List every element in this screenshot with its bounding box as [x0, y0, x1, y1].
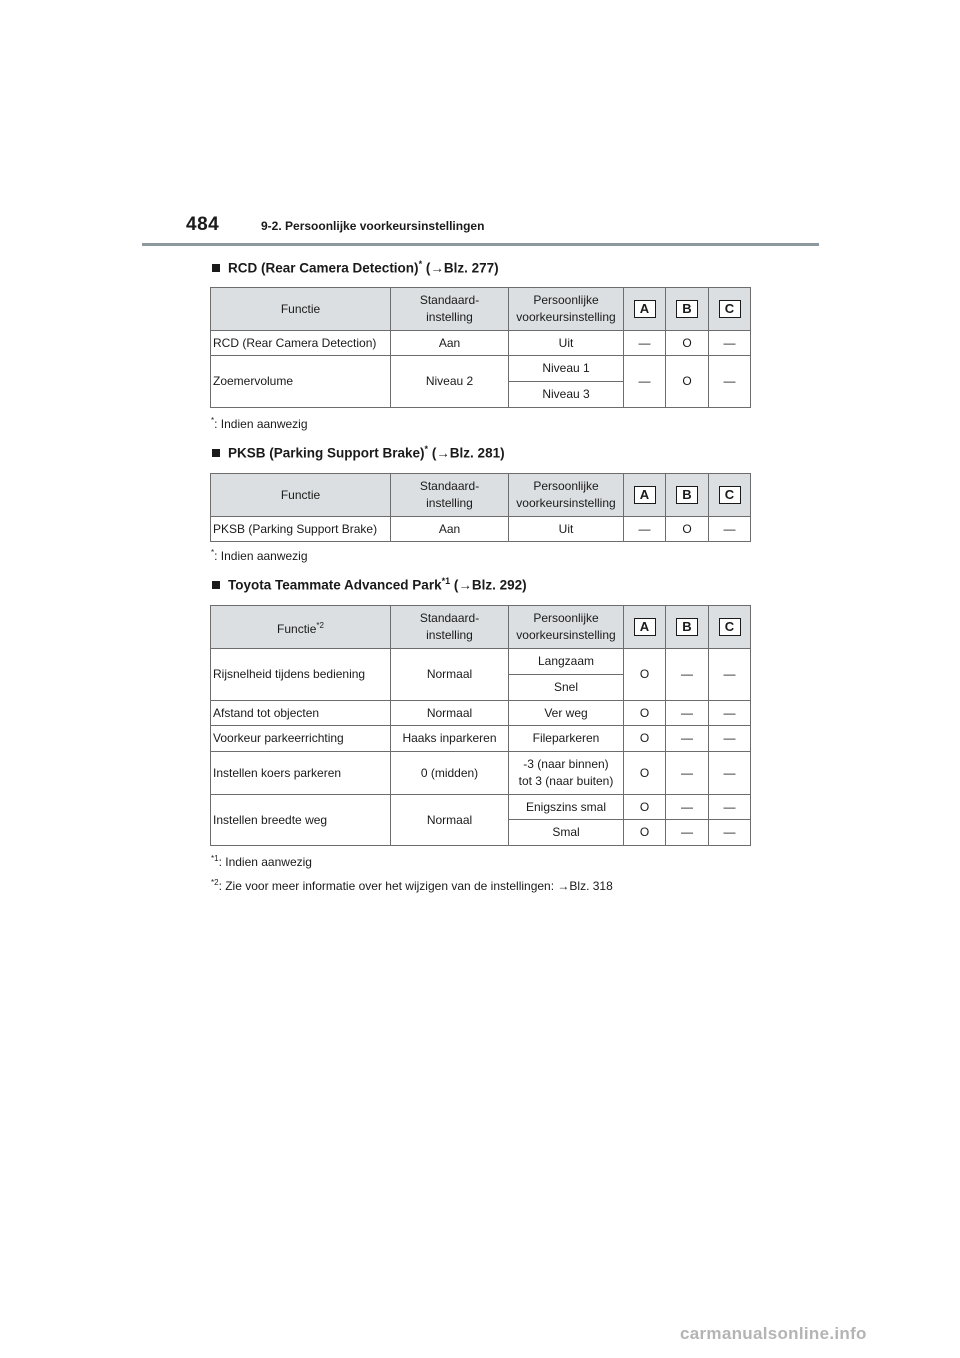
cell-b: O [666, 331, 709, 356]
cell-b: — [666, 820, 709, 846]
col-header-b [666, 474, 709, 517]
cell-functie: Zoemervolume [211, 356, 391, 408]
pksb-table [210, 473, 751, 542]
page-reference: (→Blz. 292) [450, 577, 527, 593]
cell-functie: RCD (Rear Camera Detection) [211, 331, 391, 356]
cell-functie: Voorkeur parkeerrichting [211, 726, 391, 752]
letter-a-icon: A [634, 486, 656, 504]
section-title-rcd [212, 259, 499, 276]
page-number: 484 [186, 214, 220, 235]
table-header-row [211, 288, 751, 331]
cell-persoonlijk: Niveau 1 [509, 356, 624, 382]
cell-c: — [709, 726, 751, 752]
letter-b-icon: B [676, 300, 698, 318]
cell-b: O [666, 517, 709, 542]
letter-b-icon: B [676, 618, 698, 636]
cell-functie: Instellen breedte weg [211, 795, 391, 846]
footnote-marker: * [424, 444, 429, 454]
cell-standaard: 0 (midden) [391, 752, 509, 795]
table-row [211, 356, 751, 382]
col-header-a [624, 606, 666, 649]
footnote [211, 854, 312, 869]
cell-c: — [709, 701, 751, 726]
square-bullet-icon [212, 581, 220, 589]
footnote-marker: *2 [316, 620, 324, 630]
cell-persoonlijk: Uit [509, 331, 624, 356]
col-header-a [624, 288, 666, 331]
letter-b-icon: B [676, 486, 698, 504]
table-header-row [211, 606, 751, 649]
toyota-table [210, 605, 751, 846]
footnote-text: : Indien aanwezig [214, 417, 308, 431]
table-row [211, 795, 751, 820]
table-row [211, 649, 751, 675]
cell-b: — [666, 649, 709, 701]
cell-b: — [666, 795, 709, 820]
table-row [211, 331, 751, 356]
cell-c: — [709, 795, 751, 820]
square-bullet-icon [212, 264, 220, 272]
col-header-b [666, 288, 709, 331]
section-title-pksb [212, 444, 505, 461]
section-title-text: RCD (Rear Camera Detection) [228, 260, 419, 276]
col-header-functie: Functie [211, 474, 391, 517]
cell-persoonlijk: Enigszins smal [509, 795, 624, 820]
footnote [211, 416, 308, 431]
letter-a-icon: A [634, 618, 656, 636]
cell-standaard: Niveau 2 [391, 356, 509, 408]
letter-a-icon: A [634, 300, 656, 318]
cell-c: — [709, 649, 751, 701]
cell-b: — [666, 726, 709, 752]
cell-persoonlijk: Snel [509, 675, 624, 701]
footnote-text: : Indien aanwezig [218, 855, 312, 869]
cell-persoonlijk: Smal [509, 820, 624, 846]
cell-a: O [624, 726, 666, 752]
running-header: 9-2. Persoonlijke voorkeursinstellingen [261, 219, 485, 233]
col-header-standaard: Standaard- instelling [391, 288, 509, 331]
cell-a: — [624, 517, 666, 542]
col-header-functie: Functie [211, 288, 391, 331]
footnote [211, 548, 308, 563]
cell-a: — [624, 356, 666, 408]
footnote-marker: * [418, 259, 423, 269]
col-header-standaard: Standaard- instelling [391, 474, 509, 517]
letter-c-icon: C [719, 486, 741, 504]
footnote-marker: * [211, 548, 215, 557]
cell-a: O [624, 701, 666, 726]
cell-persoonlijk: -3 (naar binnen) tot 3 (naar buiten) [509, 752, 624, 795]
cell-b: O [666, 356, 709, 408]
cell-standaard: Normaal [391, 795, 509, 846]
section-title-toyota [212, 576, 527, 593]
footnote [211, 878, 613, 893]
watermark: carmanualsonline.info [680, 1324, 867, 1343]
table-row [211, 726, 751, 752]
table-row [211, 517, 751, 542]
cell-functie: Afstand tot objecten [211, 701, 391, 726]
cell-functie: Instellen koers parkeren [211, 752, 391, 795]
footnote-text: : Indien aanwezig [214, 549, 308, 563]
cell-a: O [624, 752, 666, 795]
section-title-text: PKSB (Parking Support Brake) [228, 445, 425, 461]
cell-persoonlijk: Fileparkeren [509, 726, 624, 752]
cell-c: — [709, 752, 751, 795]
cell-c: — [709, 517, 751, 542]
col-header-functie: Functie$^{*2}$ [211, 606, 391, 649]
cell-persoonlijk: Langzaam [509, 649, 624, 675]
cell-standaard: Normaal [391, 701, 509, 726]
cell-a: O [624, 795, 666, 820]
section-title-text: Toyota Teammate Advanced Park [228, 577, 442, 593]
cell-persoonlijk: Ver weg [509, 701, 624, 726]
cell-a: O [624, 649, 666, 701]
footnote-marker: *1 [211, 854, 219, 863]
table-header-row [211, 474, 751, 517]
col-header-c [709, 474, 751, 517]
cell-persoonlijk: Niveau 3 [509, 382, 624, 408]
cell-c: — [709, 356, 751, 408]
cell-standaard: Aan [391, 331, 509, 356]
cell-c: — [709, 331, 751, 356]
footnote-marker: *1 [441, 576, 451, 586]
square-bullet-icon [212, 449, 220, 457]
col-header-c [709, 606, 751, 649]
col-header-persoonlijk: Persoonlijke voorkeursinstelling [509, 474, 624, 517]
cell-standaard: Haaks inparkeren [391, 726, 509, 752]
col-header-b [666, 606, 709, 649]
col-header-c [709, 288, 751, 331]
table-row [211, 701, 751, 726]
letter-c-icon: C [719, 300, 741, 318]
cell-standaard: Aan [391, 517, 509, 542]
cell-c: — [709, 820, 751, 846]
page-reference: (→Blz. 281) [428, 445, 505, 461]
col-header-a [624, 474, 666, 517]
cell-standaard: Normaal [391, 649, 509, 701]
rcd-table [210, 287, 751, 408]
col-header-persoonlijk: Persoonlijke voorkeursinstelling [509, 288, 624, 331]
cell-b: — [666, 752, 709, 795]
cell-persoonlijk: Uit [509, 517, 624, 542]
table-row [211, 752, 751, 795]
cell-functie: Rijsnelheid tijdens bediening [211, 649, 391, 701]
cell-a: — [624, 331, 666, 356]
cell-b: — [666, 701, 709, 726]
col-header-standaard: Standaard- instelling [391, 606, 509, 649]
footnote-text: : Zie voor meer informatie over het wijzigen van de instellingen: →Blz. 318 [218, 879, 613, 893]
footnote-marker: *2 [211, 878, 219, 887]
footnote-marker: * [211, 416, 215, 425]
letter-c-icon: C [719, 618, 741, 636]
col-header-persoonlijk: Persoonlijke voorkeursinstelling [509, 606, 624, 649]
cell-a: O [624, 820, 666, 846]
cell-functie: PKSB (Parking Support Brake) [211, 517, 391, 542]
header-rule [142, 243, 819, 246]
page-reference: (→Blz. 277) [422, 260, 499, 276]
